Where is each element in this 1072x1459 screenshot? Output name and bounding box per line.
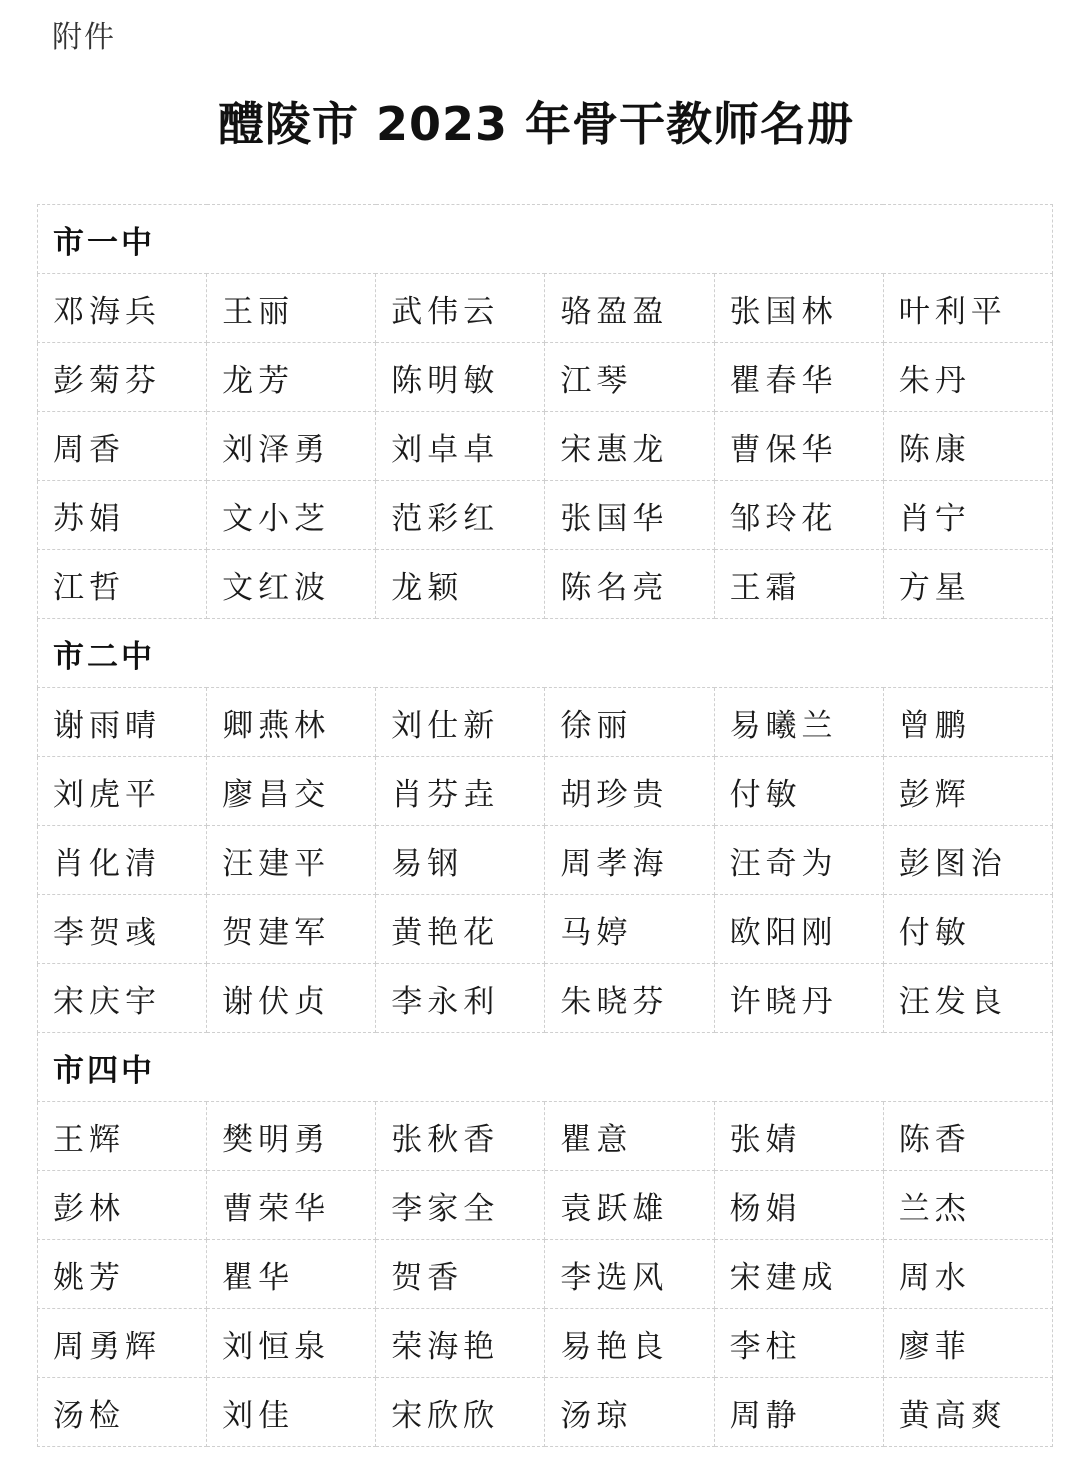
teacher-name-cell: 付敏 — [883, 895, 1052, 964]
teacher-name-cell: 王霜 — [714, 550, 883, 619]
teacher-name-cell: 肖芬垚 — [376, 757, 545, 826]
teacher-name-cell: 瞿华 — [207, 1240, 376, 1309]
school-header-row — [38, 1033, 1053, 1102]
teacher-name-cell: 瞿意 — [545, 1102, 714, 1171]
table-row — [38, 964, 1053, 1033]
teacher-name-cell: 卿燕林 — [207, 688, 376, 757]
teacher-name-cell: 彭图治 — [883, 826, 1052, 895]
teacher-name-cell: 苏娟 — [38, 481, 207, 550]
school-header-row — [38, 619, 1053, 688]
teacher-name-cell: 叶利平 — [883, 274, 1052, 343]
teacher-name-cell: 宋建成 — [714, 1240, 883, 1309]
teacher-name-cell: 曹荣华 — [207, 1171, 376, 1240]
table-row — [38, 1378, 1053, 1447]
teacher-name-cell: 邓海兵 — [38, 274, 207, 343]
teacher-name-cell: 周静 — [714, 1378, 883, 1447]
teacher-name-cell: 邹玲花 — [714, 481, 883, 550]
teacher-name-cell: 汪奇为 — [714, 826, 883, 895]
teacher-name-cell: 江哲 — [38, 550, 207, 619]
teacher-name-cell: 宋惠龙 — [545, 412, 714, 481]
teacher-name-cell: 黄高爽 — [883, 1378, 1052, 1447]
teacher-name-cell: 李家全 — [376, 1171, 545, 1240]
teacher-name-cell: 易钢 — [376, 826, 545, 895]
teacher-name-cell: 徐丽 — [545, 688, 714, 757]
teacher-name-cell: 宋庆宇 — [38, 964, 207, 1033]
school-name: 市四中 — [38, 1033, 1053, 1102]
teacher-name-cell: 瞿春华 — [714, 343, 883, 412]
table-row — [38, 826, 1053, 895]
table-row — [38, 412, 1053, 481]
table-row — [38, 481, 1053, 550]
teacher-roster-table — [37, 204, 1053, 1447]
attachment-label: 附件 — [52, 20, 116, 55]
teacher-name-cell: 李选风 — [545, 1240, 714, 1309]
teacher-name-cell: 周香 — [38, 412, 207, 481]
teacher-name-cell: 方星 — [883, 550, 1052, 619]
teacher-name-cell: 曾鹏 — [883, 688, 1052, 757]
teacher-name-cell: 刘泽勇 — [207, 412, 376, 481]
table-row — [38, 757, 1053, 826]
teacher-name-cell: 刘卓卓 — [376, 412, 545, 481]
teacher-name-cell: 陈名亮 — [545, 550, 714, 619]
document-title: 醴陵市 2023 年骨干教师名册 — [217, 97, 855, 151]
teacher-name-cell: 王辉 — [38, 1102, 207, 1171]
teacher-name-cell: 周孝海 — [545, 826, 714, 895]
table-row — [38, 1240, 1053, 1309]
teacher-name-cell: 彭林 — [38, 1171, 207, 1240]
teacher-name-cell: 李柱 — [714, 1309, 883, 1378]
teacher-name-cell: 宋欣欣 — [376, 1378, 545, 1447]
teacher-name-cell: 彭菊芬 — [38, 343, 207, 412]
teacher-name-cell: 兰杰 — [883, 1171, 1052, 1240]
teacher-name-cell: 贺香 — [376, 1240, 545, 1309]
teacher-name-cell: 易艳良 — [545, 1309, 714, 1378]
teacher-name-cell: 朱晓芬 — [545, 964, 714, 1033]
teacher-name-cell: 肖宁 — [883, 481, 1052, 550]
teacher-name-cell: 朱丹 — [883, 343, 1052, 412]
teacher-name-cell: 马婷 — [545, 895, 714, 964]
teacher-name-cell: 易曦兰 — [714, 688, 883, 757]
teacher-name-cell: 汪发良 — [883, 964, 1052, 1033]
teacher-name-cell: 张秋香 — [376, 1102, 545, 1171]
table-row — [38, 895, 1053, 964]
teacher-name-cell: 樊明勇 — [207, 1102, 376, 1171]
teacher-name-cell: 曹保华 — [714, 412, 883, 481]
teacher-name-cell: 王丽 — [207, 274, 376, 343]
teacher-name-cell: 黄艳花 — [376, 895, 545, 964]
teacher-name-cell: 范彩红 — [376, 481, 545, 550]
teacher-name-cell: 张国华 — [545, 481, 714, 550]
table-row — [38, 688, 1053, 757]
teacher-name-cell: 武伟云 — [376, 274, 545, 343]
teacher-name-cell: 张婧 — [714, 1102, 883, 1171]
teacher-name-cell: 廖菲 — [883, 1309, 1052, 1378]
teacher-name-cell: 胡珍贵 — [545, 757, 714, 826]
teacher-name-cell: 刘佳 — [207, 1378, 376, 1447]
teacher-name-cell: 文红波 — [207, 550, 376, 619]
teacher-name-cell: 付敏 — [714, 757, 883, 826]
teacher-name-cell: 骆盈盈 — [545, 274, 714, 343]
table-row — [38, 1309, 1053, 1378]
teacher-name-cell: 杨娟 — [714, 1171, 883, 1240]
teacher-name-cell: 文小芝 — [207, 481, 376, 550]
teacher-name-cell: 江琴 — [545, 343, 714, 412]
teacher-name-cell: 张国林 — [714, 274, 883, 343]
teacher-name-cell: 谢雨晴 — [38, 688, 207, 757]
teacher-name-cell: 贺建军 — [207, 895, 376, 964]
table-row — [38, 343, 1053, 412]
table-row — [38, 274, 1053, 343]
teacher-name-cell: 刘虎平 — [38, 757, 207, 826]
teacher-name-cell: 周勇辉 — [38, 1309, 207, 1378]
table-row — [38, 1102, 1053, 1171]
teacher-name-cell: 陈明敏 — [376, 343, 545, 412]
teacher-name-cell: 刘仕新 — [376, 688, 545, 757]
teacher-name-cell: 谢伏贞 — [207, 964, 376, 1033]
teacher-name-cell: 汪建平 — [207, 826, 376, 895]
roster-body — [38, 205, 1053, 1447]
teacher-name-cell: 欧阳刚 — [714, 895, 883, 964]
teacher-name-cell: 肖化清 — [38, 826, 207, 895]
teacher-name-cell: 周水 — [883, 1240, 1052, 1309]
teacher-name-cell: 荣海艳 — [376, 1309, 545, 1378]
teacher-name-cell: 廖昌交 — [207, 757, 376, 826]
teacher-name-cell: 许晓丹 — [714, 964, 883, 1033]
school-name: 市一中 — [38, 205, 1053, 274]
teacher-name-cell: 龙芳 — [207, 343, 376, 412]
school-header-row — [38, 205, 1053, 274]
teacher-name-cell: 汤琼 — [545, 1378, 714, 1447]
teacher-name-cell: 陈康 — [883, 412, 1052, 481]
school-name: 市二中 — [38, 619, 1053, 688]
table-row — [38, 1171, 1053, 1240]
teacher-name-cell: 龙颖 — [376, 550, 545, 619]
teacher-name-cell: 汤检 — [38, 1378, 207, 1447]
teacher-name-cell: 陈香 — [883, 1102, 1052, 1171]
teacher-name-cell: 彭辉 — [883, 757, 1052, 826]
teacher-name-cell: 姚芳 — [38, 1240, 207, 1309]
teacher-name-cell: 袁跃雄 — [545, 1171, 714, 1240]
table-row — [38, 550, 1053, 619]
teacher-name-cell: 李贺彧 — [38, 895, 207, 964]
teacher-name-cell: 刘恒泉 — [207, 1309, 376, 1378]
teacher-name-cell: 李永利 — [376, 964, 545, 1033]
